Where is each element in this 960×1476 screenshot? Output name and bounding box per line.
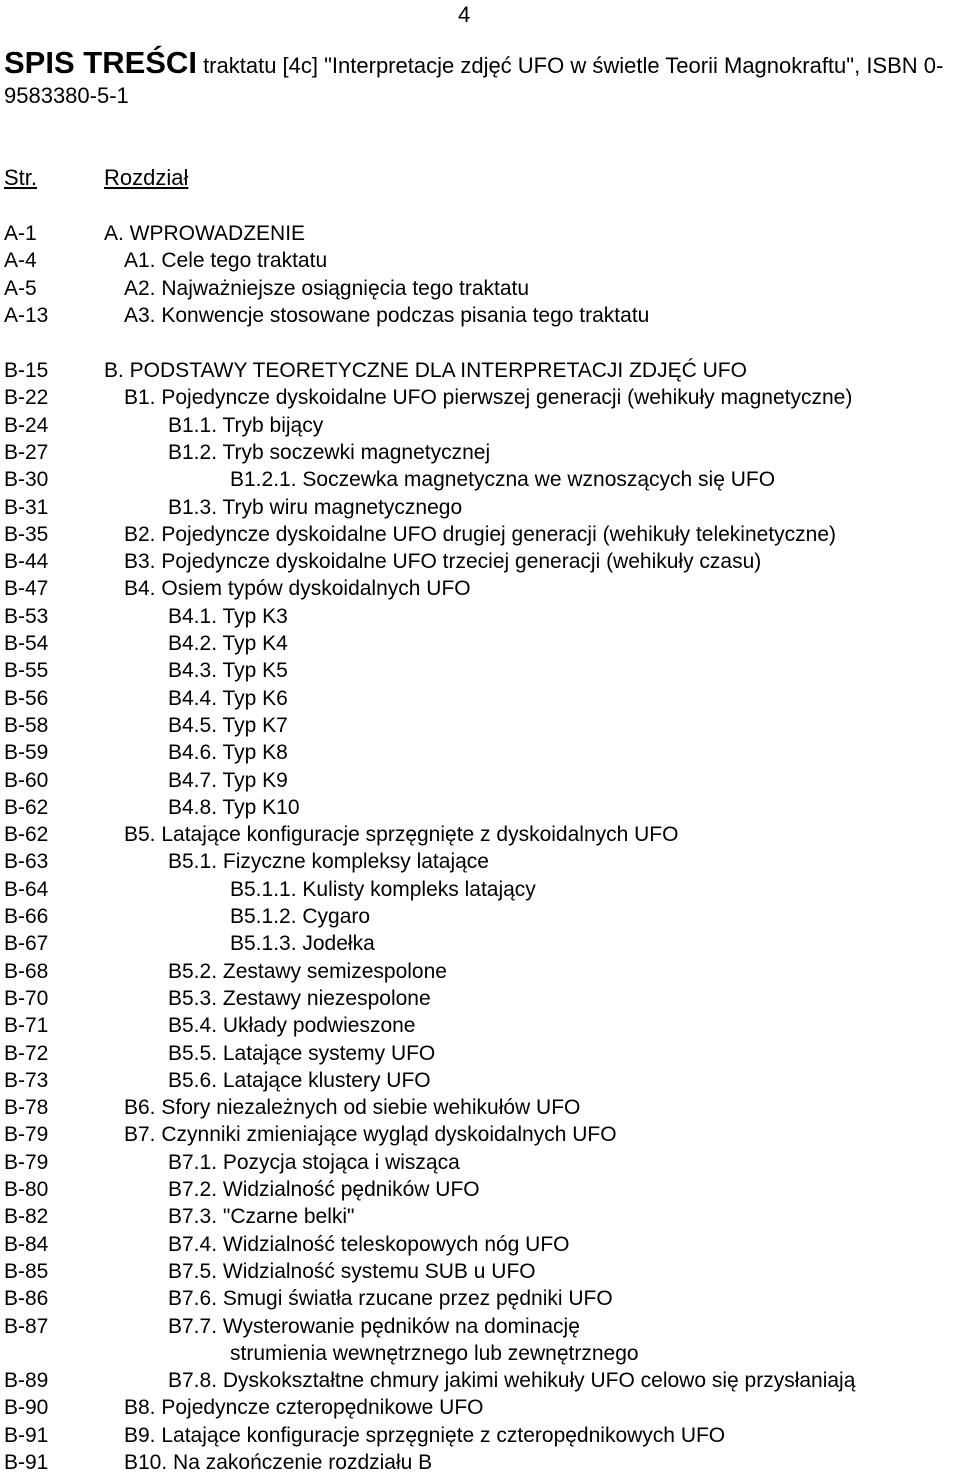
toc-page-number: A-13 — [4, 303, 49, 327]
toc-chapter-title: B5.1.1. Kulisty kompleks latający — [230, 877, 536, 901]
toc-entry — [0, 247, 960, 274]
toc-entry — [0, 494, 960, 521]
toc-page-number: B-56 — [4, 686, 49, 710]
toc-chapter-title: B6. Sfory niezależnych od siebie wehikułów UFO — [124, 1096, 581, 1120]
toc-entry — [0, 1176, 960, 1203]
toc-entry — [0, 1203, 960, 1230]
toc-page-number: B-47 — [4, 577, 49, 601]
toc-page-number: B-55 — [4, 659, 49, 683]
toc-page-number: B-24 — [4, 413, 49, 437]
toc-chapter-title: B4.2. Typ K4 — [168, 632, 288, 655]
toc-entry — [0, 439, 960, 466]
toc-entry — [0, 985, 960, 1012]
toc-page-number: B-60 — [4, 768, 49, 792]
toc-page-number: B-84 — [4, 1232, 49, 1256]
toc-chapter-title: B5.5. Latające systemy UFO — [168, 1041, 436, 1065]
toc-chapter-title: B8. Pojedyncze czteropędnikowe UFO — [124, 1396, 484, 1420]
toc-entry — [0, 412, 960, 439]
toc-chapter-title: B4.7. Typ K9 — [168, 768, 288, 792]
toc-entry — [0, 603, 960, 630]
toc-chapter-title: B1.1. Tryb bijący — [168, 413, 324, 437]
toc-chapter-title: B4.5. Typ K7 — [168, 713, 288, 737]
toc-page-number: B-30 — [4, 468, 49, 492]
toc-chapter-title: B7.3. "Czarne belki" — [168, 1205, 355, 1229]
toc-page-number: B-80 — [4, 1178, 49, 1201]
toc-entry — [0, 630, 960, 657]
toc-page-number: B-85 — [4, 1259, 49, 1283]
toc-page-number: B-58 — [4, 713, 49, 737]
toc-entry — [0, 930, 960, 957]
toc-entry — [0, 685, 960, 712]
toc-page-number: B-53 — [4, 604, 49, 628]
toc-entry — [0, 1094, 960, 1121]
toc-entry — [0, 384, 960, 411]
toc-entry — [0, 739, 960, 766]
toc-chapter-title: B1.2.1. Soczewka magnetyczna we wznoszących się UFO — [230, 468, 776, 492]
toc-page-number: B-27 — [4, 440, 49, 464]
title-rest: traktatu [4c] "Interpretacje zdjęć UFO w świetle Teorii Magnokraftu", ISBN 0-9583380-5-1 — [4, 53, 944, 108]
toc-chapter-title: A1. Cele tego traktatu — [124, 249, 328, 273]
toc-entry — [0, 794, 960, 821]
toc-page-number: B-66 — [4, 905, 49, 928]
toc-chapter-title: B7.2. Widzialność pędników UFO — [168, 1178, 480, 1201]
toc-entry — [0, 767, 960, 794]
toc-entry — [0, 521, 960, 548]
toc-entry — [0, 1394, 960, 1421]
toc-page-number: B-91 — [4, 1451, 49, 1474]
toc-chapter-title: B1. Pojedyncze dyskoidalne UFO pierwszej generacji (wehikuły magnetyczne) — [124, 386, 853, 410]
toc-chapter-title: B4. Osiem typów dyskoidalnych UFO — [124, 577, 471, 601]
toc-entry — [0, 903, 960, 930]
toc-chapter-title: B9. Latające konfiguracje sprzęgnięte z czteropędnikowych UFO — [124, 1423, 726, 1447]
toc-chapter-title: B5.6. Latające klustery UFO — [168, 1068, 431, 1092]
toc-page-number: B-79 — [4, 1150, 49, 1174]
toc-chapter-title: B7.4. Widzialność teleskopowych nóg UFO — [168, 1232, 570, 1256]
toc-page-number: B-86 — [4, 1287, 49, 1311]
toc-entry — [0, 712, 960, 739]
toc-page-number: B-62 — [4, 823, 49, 847]
toc-chapter-title: A. WPROWADZENIE — [104, 222, 306, 245]
toc-entry — [0, 1121, 960, 1148]
page-column-header: Str. — [4, 165, 38, 190]
toc-page-number: B-31 — [4, 495, 49, 519]
toc-page-number: B-44 — [4, 550, 49, 574]
toc-chapter-title: B4.4. Typ K6 — [168, 686, 288, 710]
toc-page-number: B-70 — [4, 986, 49, 1010]
toc-chapter-title: A3. Konwencje stosowane podczas pisania tego traktatu — [124, 303, 650, 327]
toc-entry — [0, 548, 960, 575]
toc-entry — [0, 1231, 960, 1258]
toc-chapter-title: B4.8. Typ K10 — [168, 795, 300, 819]
toc-chapter-title: B7.5. Widzialność systemu SUB u UFO — [168, 1259, 536, 1283]
toc-page-number: B-87 — [4, 1314, 49, 1338]
toc-entry — [0, 302, 960, 329]
toc-entry — [0, 876, 960, 903]
toc-chapter-title: B7.7. Wysterowanie pędników na dominację — [168, 1314, 580, 1338]
toc-page-number: B-72 — [4, 1041, 49, 1065]
toc-entry — [0, 357, 960, 384]
toc-entry — [0, 1367, 960, 1394]
page-number: 4 — [458, 2, 471, 27]
toc-chapter-title: B. PODSTAWY TEORETYCZNE DLA INTERPRETACJI ZDJĘĆ UFO — [104, 359, 747, 382]
toc-chapter-title: B10. Na zakończenie rozdziału B — [124, 1451, 433, 1474]
toc-entry — [0, 1149, 960, 1176]
toc-chapter-title: B7.6. Smugi światła rzucane przez pędniki UFO — [168, 1287, 613, 1311]
toc-chapter-title: B7.8. Dyskokształtne chmury jakimi wehikuły UFO celowo się przysłaniają — [168, 1369, 856, 1393]
toc-entry — [0, 466, 960, 493]
toc-chapter-title: B1.2. Tryb soczewki magnetycznej — [168, 440, 491, 464]
toc-page-number: B-89 — [4, 1369, 49, 1393]
chapter-column-header: Rozdział — [104, 165, 189, 190]
toc-entry — [0, 1449, 960, 1476]
toc-chapter-title: B2. Pojedyncze dyskoidalne UFO drugiej generacji (wehikuły telekinetyczne) — [124, 522, 837, 546]
toc-entry — [0, 1067, 960, 1094]
toc-entry — [0, 958, 960, 985]
toc-entry — [0, 657, 960, 684]
toc-chapter-title: B5.4. Układy podwieszone — [168, 1014, 416, 1038]
toc-entry — [0, 1313, 960, 1340]
toc-page-number: B-78 — [4, 1096, 49, 1120]
toc-page-number: B-68 — [4, 959, 49, 983]
toc-page-number: B-91 — [4, 1423, 49, 1447]
toc-chapter-title: B4.6. Typ K8 — [168, 741, 288, 765]
toc-chapter-title: B5.1. Fizyczne kompleksy latające — [168, 850, 489, 874]
toc-entry — [0, 575, 960, 602]
toc-chapter-title: B4.1. Typ K3 — [168, 604, 288, 628]
toc-entry — [0, 1012, 960, 1039]
toc-chapter-title: B4.3. Typ K5 — [168, 659, 288, 683]
toc-chapter-title: B5.3. Zestawy niezespolone — [168, 986, 431, 1010]
toc-page-number: B-59 — [4, 741, 49, 765]
toc-page-number: B-62 — [4, 795, 49, 819]
toc-page-number: B-82 — [4, 1205, 49, 1229]
toc-page-number: B-71 — [4, 1014, 49, 1038]
toc-page-number: B-35 — [4, 522, 49, 546]
toc-page-number: B-67 — [4, 932, 49, 956]
toc-chapter-title: B7. Czynniki zmieniające wygląd dyskoidalnych UFO — [124, 1123, 617, 1147]
toc-page-number: B-15 — [4, 359, 49, 382]
toc-page-number: B-22 — [4, 386, 49, 410]
toc-entry — [0, 1258, 960, 1285]
toc-page-number: B-63 — [4, 850, 49, 874]
toc-page-number: B-90 — [4, 1396, 49, 1420]
toc-entry — [0, 1285, 960, 1312]
toc-entry — [0, 1422, 960, 1449]
toc-entry — [0, 1340, 960, 1367]
toc-chapter-title: A2. Najważniejsze osiągnięcia tego traktatu — [124, 276, 530, 300]
toc-chapter-title: B5.2. Zestawy semizespolone — [168, 959, 447, 983]
toc-entry — [0, 275, 960, 302]
toc-entry — [0, 220, 960, 247]
toc-chapter-title: B5. Latające konfiguracje sprzęgnięte z dyskoidalnych UFO — [124, 823, 679, 847]
toc-chapter-title: B1.3. Tryb wiru magnetycznego — [168, 495, 463, 519]
toc-entry — [0, 848, 960, 875]
toc-chapter-title: B7.1. Pozycja stojąca i wisząca — [168, 1150, 460, 1174]
toc-entry — [0, 821, 960, 848]
toc-page-number: A-5 — [4, 276, 37, 300]
toc-chapter-title: B3. Pojedyncze dyskoidalne UFO trzeciej generacji (wehikuły czasu) — [124, 550, 762, 574]
toc-page-number: B-73 — [4, 1068, 49, 1092]
toc-chapter-title: strumienia wewnętrznego lub zewnętrznego — [230, 1341, 639, 1365]
toc-page-number: A-1 — [4, 222, 37, 245]
toc-page-number: B-64 — [4, 877, 49, 901]
toc-chapter-title: B5.1.2. Cygaro — [230, 905, 371, 928]
toc-chapter-title: B5.1.3. Jodełka — [230, 932, 375, 956]
title-main: SPIS TREŚCI — [4, 45, 197, 80]
toc-page-number: A-4 — [4, 249, 37, 273]
toc-entry — [0, 1040, 960, 1067]
toc-page-number: B-54 — [4, 632, 49, 655]
toc-page-number: B-79 — [4, 1123, 49, 1147]
